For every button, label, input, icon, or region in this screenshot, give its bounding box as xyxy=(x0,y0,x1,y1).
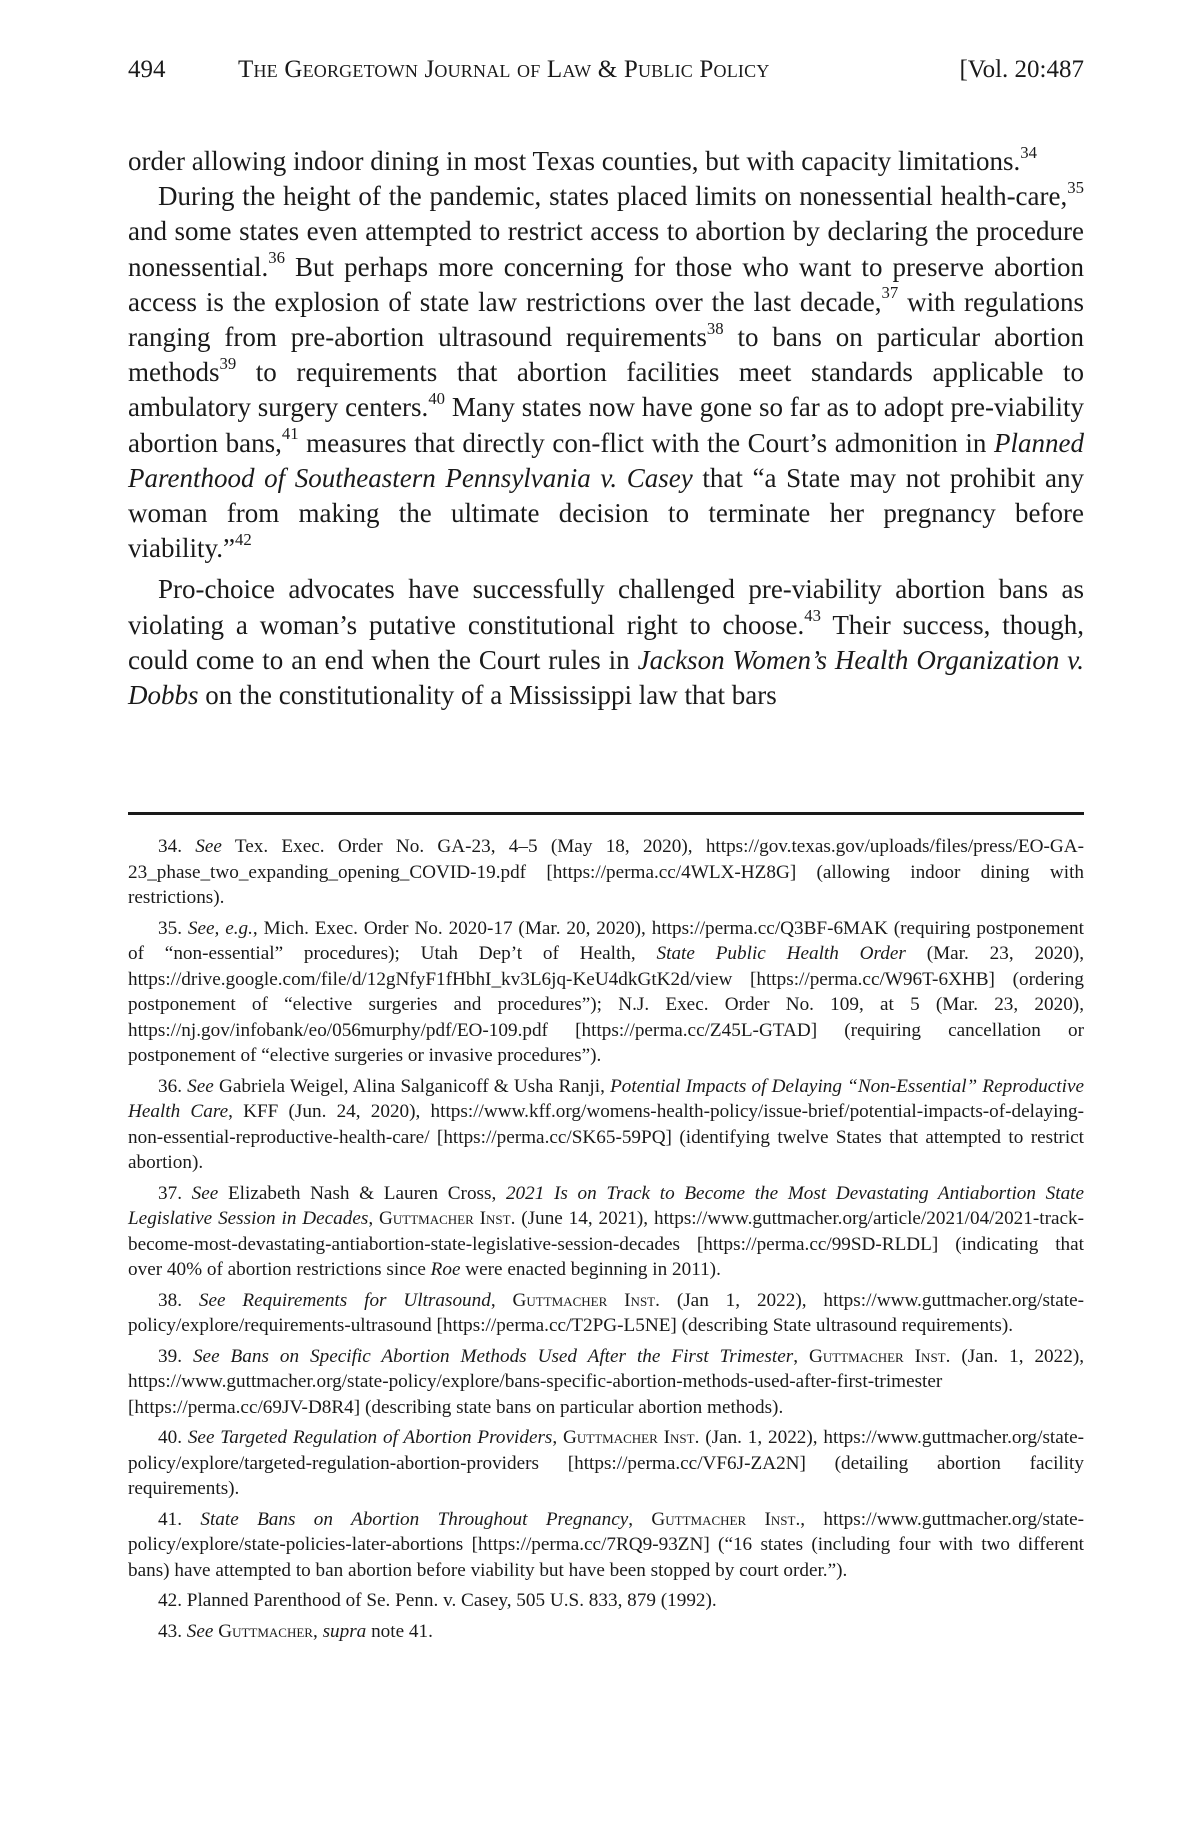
case-name-dobbs: Jackson Women’s Health Organization v. Dobbs xyxy=(128,644,1084,711)
footnote-ref-35[interactable]: 35 xyxy=(1067,177,1084,197)
footnote-ref-39[interactable]: 39 xyxy=(219,353,237,373)
running-header xyxy=(128,56,1084,92)
footnote-divider xyxy=(128,812,1084,815)
footnote-39: 39. See Bans on Specific Abortion Methods Used After the First Trimester, Guttmacher Inst. (Jan. 1, 2022), https://www.guttmacher.org/state-policy/explore/bans-specific-abortion-methods-used-after-first-trimester [https://perma.cc/69JV-D8R4] (describing state bans on particular abortion methods). xyxy=(128,1345,1085,1418)
footnote-ref-43[interactable]: 43 xyxy=(804,606,821,626)
paragraph-2: During the height of the pandemic, states placed limits on nonessential health-care,$^{35}$ and some states even attempted to restrict access to abortion by declaring the procedure nonessential.$^{36}$ But perhaps more concerning for those who want to preserve abortion access is the explosion of state law restrictions over the last decade,$^{37}$ with regulations ranging from pre-abortion ultrasound requirements$^{38}$ to bans on particular abortion methods$^{39}$ to requirements that abortion facilities meet standards applicable to ambulatory surgery centers.$^{40}$ Many states now have gone so far as to adopt pre-viability abortion bans,$^{41}$ measures that directly con-flict with the Court’s admonition in Planned Parenthood of Southeastern Pennsylvania v. Casey that “a State may not prohibit any woman from making the ultimate decision to terminate her pregnancy before viability.”$^{42}$ xyxy=(128,177,1084,564)
footnote-42: 42. Planned Parenthood of Se. Penn. v. Casey, 505 U.S. 833, 879 (1992). xyxy=(158,1590,717,1611)
footnote-ref-37[interactable]: 37 xyxy=(881,283,899,303)
volume-citation: [Vol. 20:487 xyxy=(959,56,1084,83)
footnote-ref-34[interactable]: 34 xyxy=(1020,142,1037,162)
footnote-37: 37. See Elizabeth Nash & Lauren Cross, 2021 Is on Track to Become the Most Devastating Antiabortion State Legislative Session in Decades, Guttmacher Inst. (June 14, 2021), https://www.guttmacher.org/article/2021/04/2021-track-become-most-devastating-antiabortion-state-legislative-session-decades [https://perma.cc/99SD-RLDL] (indicating that over 40% of abortion restrictions since Roe were enacted beginning in 2011). xyxy=(128,1182,1085,1280)
footnote-36: 36. See Gabriela Weigel, Alina Salganicoff & Usha Ranji, Potential Impacts of Delaying “Non-Essential” Reproductive Health Care, KFF (Jun. 24, 2020), https://www.kff.org/womens-health-policy/issue-brief/potential-impacts-of-delaying-non-essential-reproductive-health-care/ [https://perma.cc/SK65-59PQ] (identifying twelve States that attempted to restrict abortion). xyxy=(128,1075,1085,1173)
footnote-ref-40[interactable]: 40 xyxy=(428,388,446,408)
case-name-casey: Planned Parenthood of Southeastern Pennsylvania v. Casey xyxy=(128,427,1084,493)
journal-title: The Georgetown Journal of Law & Public Policy xyxy=(238,56,770,83)
footnote-ref-36[interactable]: 36 xyxy=(268,248,285,268)
footnote-41: 41. State Bans on Abortion Throughout Pregnancy, Guttmacher Inst., https://www.guttmacher.org/state-policy/explore/state-policies-later-abortions [https://perma.cc/7RQ9-93ZN] (“16 states (including four with two different bans) have attempted to ban abortion before viability but have been stopped by court order.”). xyxy=(128,1508,1085,1581)
footnote-38: 38. See Requirements for Ultrasound, Guttmacher Inst. (Jan 1, 2022), https://www.guttmacher.org/state-policy/explore/requirements-ultrasound [https://perma.cc/T2PG-L5NE] (describing State ultrasound requirements). xyxy=(128,1289,1085,1336)
footnotes xyxy=(128,834,1084,1649)
paragraph-3: Pro-choice advocates have successfully challenged pre-viability abortion bans as violating a woman’s putative constitutional right to choose.$^{43}$ Their success, though, could come to an end when the Court rules in Jackson Women’s Health Organization v. Dobbs on the constitutionality of a Mississippi law that bars xyxy=(128,574,1084,711)
footnote-ref-42[interactable]: 42 xyxy=(234,529,252,549)
footnote-35: 35. See, e.g., Mich. Exec. Order No. 2020-17 (Mar. 20, 2020), https://perma.cc/Q3BF-6MAK (requiring postponement of “non-essential” procedures); Utah Dep’t of Health, State Public Health Order (Mar. 23, 2020), https://drive.google.com/file/d/12gNfyF1fHbhI_kv3L6jq-KeU4dkGtK2d/view [https://perma.cc/W96T-6XHB] (ordering postponement of “elective surgeries and procedures”); N.J. Exec. Order No. 109, at 5 (Mar. 23, 2020), https://nj.gov/infobank/eo/056murphy/pdf/EO-109.pdf [https://perma.cc/Z45L-GTAD] (requiring cancellation or postponement of “elective surgeries or invasive procedures”). xyxy=(128,917,1084,1066)
page-number: 494 xyxy=(128,56,166,83)
footnote-43: 43. See Guttmacher, supra note 41. xyxy=(158,1620,433,1642)
main-text xyxy=(128,144,1084,713)
footnote-ref-38[interactable]: 38 xyxy=(706,318,724,338)
paragraph-1: order allowing indoor dining in most Texas counties, but with capacity limitations.$^{34}$ xyxy=(128,142,1037,176)
footnote-34: 34. See Tex. Exec. Order No. GA-23, 4–5 (May 18, 2020), https://gov.texas.gov/uploads/files/press/EO-GA-23_phase_two_expanding_opening_COVID-19.pdf [https://perma.cc/4WLX-HZ8G] (allowing indoor dining with restrictions). xyxy=(128,836,1085,908)
footnote-ref-41[interactable]: 41 xyxy=(281,424,299,444)
footnote-40: 40. See Targeted Regulation of Abortion Providers, Guttmacher Inst. (Jan. 1, 2022), https://www.guttmacher.org/state-policy/explore/targeted-regulation-abortion-providers [https://perma.cc/VF6J-ZA2N] (detailing abortion facility requirements). xyxy=(128,1427,1085,1499)
